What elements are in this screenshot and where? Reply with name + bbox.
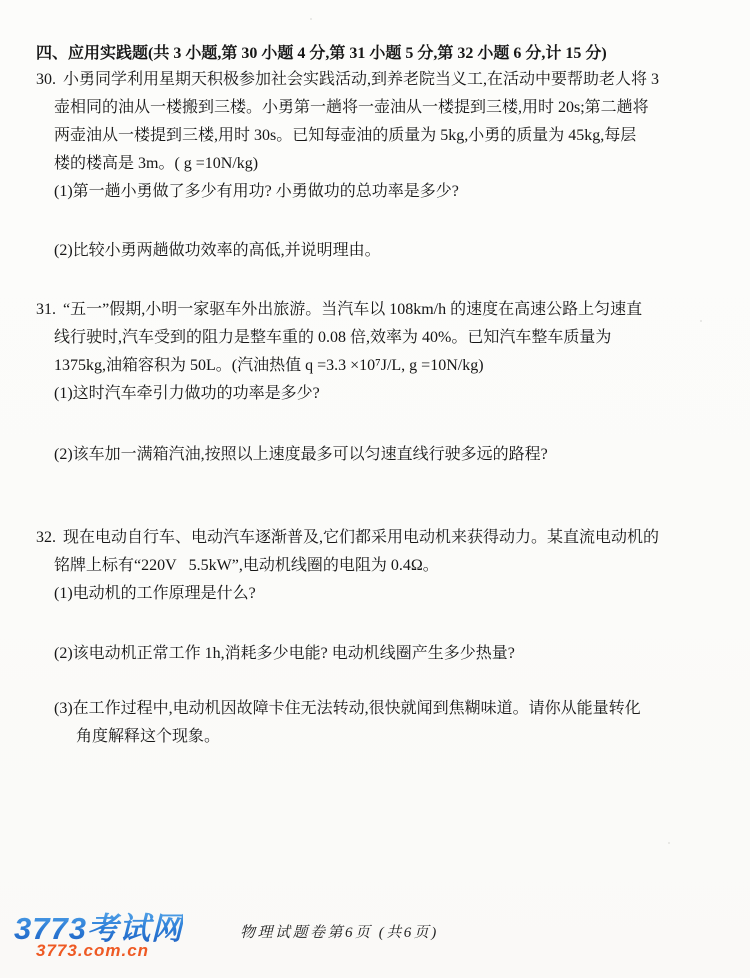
question-31-line: 线行驶时,汽车受到的阻力是整车重的 0.08 倍,效率为 40%。已知汽车整车质量为	[54, 329, 612, 346]
question-number: 31.	[36, 301, 56, 318]
question-30	[36, 66, 716, 206]
question-32-part-3: 角度解释这个现象。	[76, 728, 221, 745]
question-31-line	[36, 296, 716, 324]
section-header: 四、应用实践题(共 3 小题,第 30 小题 4 分,第 31 小题 5 分,第 32 小题 6 分,计 15 分)	[36, 45, 607, 62]
question-30-line: 壶相同的油从一楼搬到三楼。小勇第一趟将一壶油从一楼提到三楼,用时 20s;第二趟将	[54, 99, 649, 116]
question-number: 32.	[36, 529, 56, 546]
watermark-site-domain: 3773.com.cn	[36, 941, 150, 960]
question-text: “五一”假期,小明一家驱车外出旅游。当汽车以 108km/h 的速度在高速公路上匀速直	[63, 301, 643, 318]
question-30-part-2: (2)比较小勇两趟做功效率的高低,并说明理由。	[54, 242, 381, 259]
watermark-site-logo: 3773考试网	[14, 903, 183, 948]
question-31-part-2-block	[36, 441, 716, 469]
question-30-line	[36, 66, 716, 94]
question-32-part-3-block	[36, 695, 716, 751]
question-32-part-2-block	[36, 640, 716, 668]
scan-speck	[668, 842, 670, 844]
question-32	[36, 524, 716, 608]
question-30-part-1: (1)第一趟小勇做了多少有用功? 小勇做功的总功率是多少?	[54, 183, 459, 200]
page-footer-label: 物理试题卷第6页 (共6页)	[240, 925, 439, 941]
question-31	[36, 296, 716, 408]
question-32-part-3: (3)在工作过程中,电动机因故障卡住无法转动,很快就闻到焦糊味道。请你从能量转化	[54, 700, 641, 717]
question-32-line: 铭牌上标有“220V 5.5kW”,电动机线圈的电阻为 0.4Ω。	[54, 557, 439, 574]
question-31-part-2: (2)该车加一满箱汽油,按照以上速度最多可以匀速直线行驶多远的路程?	[54, 446, 548, 463]
question-text: 现在电动自行车、电动汽车逐渐普及,它们都采用电动机来获得动力。某直流电动机的	[63, 529, 660, 546]
question-30-line: 楼的楼高是 3m。( g =10N/kg)	[54, 155, 259, 172]
question-text: 小勇同学利用星期天积极参加社会实践活动,到养老院当义工,在活动中要帮助老人将 3	[63, 71, 660, 88]
question-number: 30.	[36, 71, 56, 88]
question-32-part-1: (1)电动机的工作原理是什么?	[54, 585, 256, 602]
question-31-part-1: (1)这时汽车牵引力做功的功率是多少?	[54, 385, 320, 402]
question-32-part-2: (2)该电动机正常工作 1h,消耗多少电能? 电动机线圈产生多少热量?	[54, 645, 515, 662]
question-30-line: 两壶油从一楼提到三楼,用时 30s。已知每壶油的质量为 5kg,小勇的质量为 45kg,每层	[54, 127, 637, 144]
scan-speck	[310, 18, 312, 20]
scan-speck	[700, 320, 702, 322]
question-31-line: 1375kg,油箱容积为 50L。(汽油热值 q =3.3 ×10⁷J/L, g =10N/kg)	[54, 357, 484, 374]
question-32-line	[36, 524, 716, 552]
question-30-part-2-block	[36, 237, 716, 265]
